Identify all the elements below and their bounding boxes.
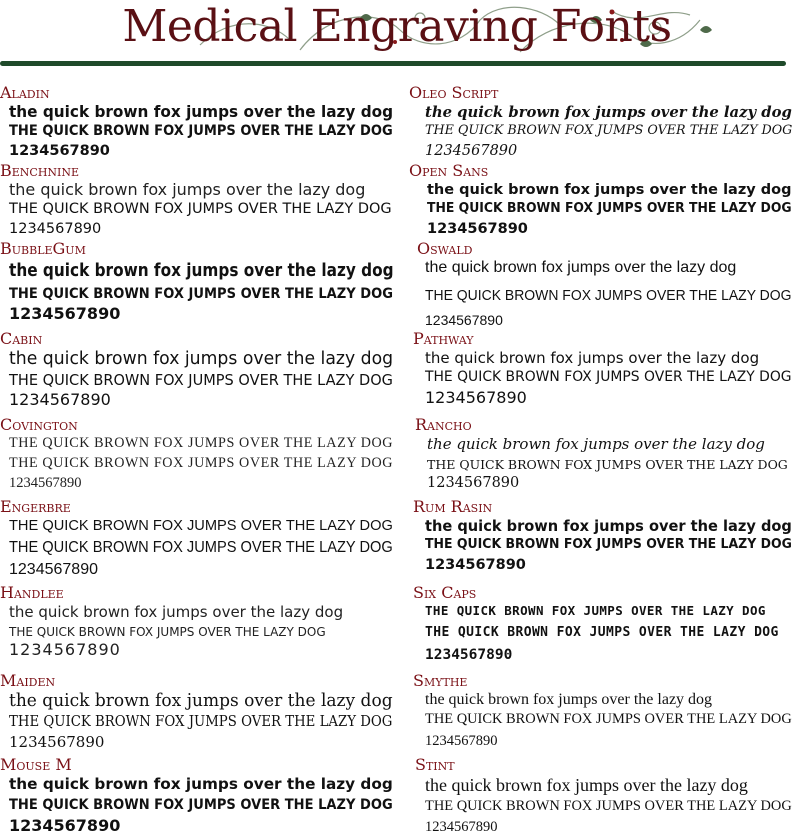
lowercase-sample: the quick brown fox jumps over the lazy dog bbox=[9, 260, 394, 281]
uppercase-sample: THE QUICK BROWN FOX JUMPS OVER THE LAZY DOG bbox=[9, 797, 393, 813]
page-title: Medical Engraving Fonts bbox=[122, 1, 672, 52]
uppercase-sample: THE QUICK BROWN FOX JUMPS OVER THE LAZY DOG bbox=[427, 201, 792, 216]
digits-sample: 1234567890 bbox=[425, 143, 518, 159]
uppercase-sample: THE QUICK BROWN FOX JUMPS OVER THE LAZY DOG bbox=[9, 371, 393, 389]
digits-sample: 1234567890 bbox=[425, 312, 503, 328]
lowercase-sample: the quick brown fox jumps over the lazy dog bbox=[425, 103, 792, 121]
digits-sample: 1234567890 bbox=[427, 475, 520, 491]
uppercase-sample-2: THE QUICK BROWN FOX JUMPS OVER THE LAZY DOG bbox=[9, 539, 393, 556]
font-name: Benchnine bbox=[0, 161, 80, 180]
digits-sample: 1234567890 bbox=[427, 221, 528, 237]
digits-sample: 1234567890 bbox=[9, 475, 82, 491]
font-name: Covington bbox=[0, 415, 78, 434]
lowercase-sample: the quick brown fox jumps over the lazy dog bbox=[427, 182, 792, 198]
uppercase-sample-1: THE QUICK BROWN FOX JUMPS OVER THE LAZY DOG bbox=[9, 517, 393, 534]
digits-sample: 1234567890 bbox=[9, 561, 98, 578]
font-name: Open Sans bbox=[409, 161, 489, 180]
lowercase-sample: the quick brown fox jumps over the lazy dog bbox=[425, 775, 748, 795]
font-name: Pathway bbox=[413, 329, 474, 348]
uppercase-sample-1: THE QUICK BROWN FOX JUMPS OVER THE LAZY DOG bbox=[425, 603, 766, 618]
uppercase-sample: THE QUICK BROWN FOX JUMPS OVER THE LAZY DOG bbox=[9, 286, 394, 302]
digits-sample: 1234567890 bbox=[425, 557, 526, 573]
lowercase-sample: the quick brown fox jumps over the lazy dog bbox=[9, 102, 394, 121]
digits-sample: 1234567890 bbox=[9, 390, 111, 409]
font-name: Cabin bbox=[0, 329, 43, 348]
uppercase-sample-2: THE QUICK BROWN FOX JUMPS OVER THE LAZY DOG bbox=[9, 455, 394, 471]
digits-sample: 1234567890 bbox=[9, 304, 121, 323]
uppercase-sample: THE QUICK BROWN FOX JUMPS OVER THE LAZY DOG bbox=[425, 288, 792, 304]
font-name: Rum Rasin bbox=[413, 497, 493, 516]
lowercase-sample: the quick brown fox jumps over the lazy dog bbox=[9, 690, 393, 711]
digits-sample: 1234567890 bbox=[425, 388, 527, 407]
uppercase-sample: THE QUICK BROWN FOX JUMPS OVER THE LAZY DOG bbox=[9, 201, 392, 217]
lowercase-sample: the quick brown fox jumps over the lazy dog bbox=[9, 348, 394, 369]
uppercase-sample: THE QUICK BROWN FOX JUMPS OVER THE LAZY DOG bbox=[427, 457, 788, 472]
font-name: Engerbre bbox=[0, 497, 71, 516]
font-name: Handlee bbox=[0, 583, 64, 602]
digits-sample: 1234567890 bbox=[9, 733, 105, 751]
lowercase-sample: the quick brown fox jumps over the lazy dog bbox=[425, 691, 713, 708]
uppercase-sample: THE QUICK BROWN FOX JUMPS OVER THE LAZY DOG bbox=[425, 711, 792, 727]
font-name: BubbleGum bbox=[0, 239, 86, 258]
font-name: Maiden bbox=[0, 671, 56, 690]
lowercase-sample: the quick brown fox jumps over the lazy dog bbox=[425, 349, 760, 367]
lowercase-sample: the quick brown fox jumps over the lazy dog bbox=[9, 775, 393, 793]
font-name: Stint bbox=[415, 755, 455, 774]
font-name: Rancho bbox=[415, 415, 472, 434]
font-name: Smythe bbox=[413, 671, 468, 690]
uppercase-sample-1: THE QUICK BROWN FOX JUMPS OVER THE LAZY DOG bbox=[9, 435, 394, 451]
digits-sample: 1234567890 bbox=[9, 143, 110, 159]
digits-sample: 1234567890 bbox=[9, 221, 102, 237]
digits-sample: 1234567890 bbox=[425, 647, 513, 663]
font-name: Six Caps bbox=[413, 583, 477, 602]
lowercase-sample: the quick brown fox jumps over the lazy dog bbox=[9, 180, 366, 199]
lowercase-sample: the quick brown fox jumps over the lazy dog bbox=[425, 259, 737, 276]
font-name: Aladin bbox=[0, 83, 50, 102]
uppercase-sample: THE QUICK BROWN FOX JUMPS OVER THE LAZY DOG bbox=[425, 123, 793, 138]
lowercase-sample: the quick brown fox jumps over the lazy dog bbox=[9, 603, 344, 621]
uppercase-sample: THE QUICK BROWN FOX JUMPS OVER THE LAZY DOG bbox=[9, 714, 393, 730]
uppercase-sample-2: THE QUICK BROWN FOX JUMPS OVER THE LAZY DOG bbox=[425, 625, 779, 640]
font-name: Oleo Script bbox=[409, 83, 499, 102]
font-name: Oswald bbox=[417, 239, 473, 258]
uppercase-sample: THE QUICK BROWN FOX JUMPS OVER THE LAZY DOG bbox=[425, 369, 792, 385]
lowercase-sample: the quick brown fox jumps over the lazy dog bbox=[425, 517, 792, 535]
digits-sample: 1234567890 bbox=[9, 640, 121, 659]
digits-sample: 1234567890 bbox=[9, 816, 121, 835]
header bbox=[0, 0, 794, 62]
lowercase-sample: the quick brown fox jumps over the lazy dog bbox=[427, 435, 765, 453]
title-divider bbox=[0, 61, 786, 66]
uppercase-sample: THE QUICK BROWN FOX JUMPS OVER THE LAZY DOG bbox=[425, 537, 792, 552]
uppercase-sample: THE QUICK BROWN FOX JUMPS OVER THE LAZY DOG bbox=[9, 625, 326, 639]
digits-sample: 1234567890 bbox=[425, 819, 498, 835]
uppercase-sample: THE QUICK BROWN FOX JUMPS OVER THE LAZY DOG bbox=[425, 798, 792, 814]
uppercase-sample: THE QUICK BROWN FOX JUMPS OVER THE LAZY DOG bbox=[9, 123, 393, 139]
font-name: Mouse M bbox=[0, 755, 72, 774]
digits-sample: 1234567890 bbox=[425, 733, 498, 749]
